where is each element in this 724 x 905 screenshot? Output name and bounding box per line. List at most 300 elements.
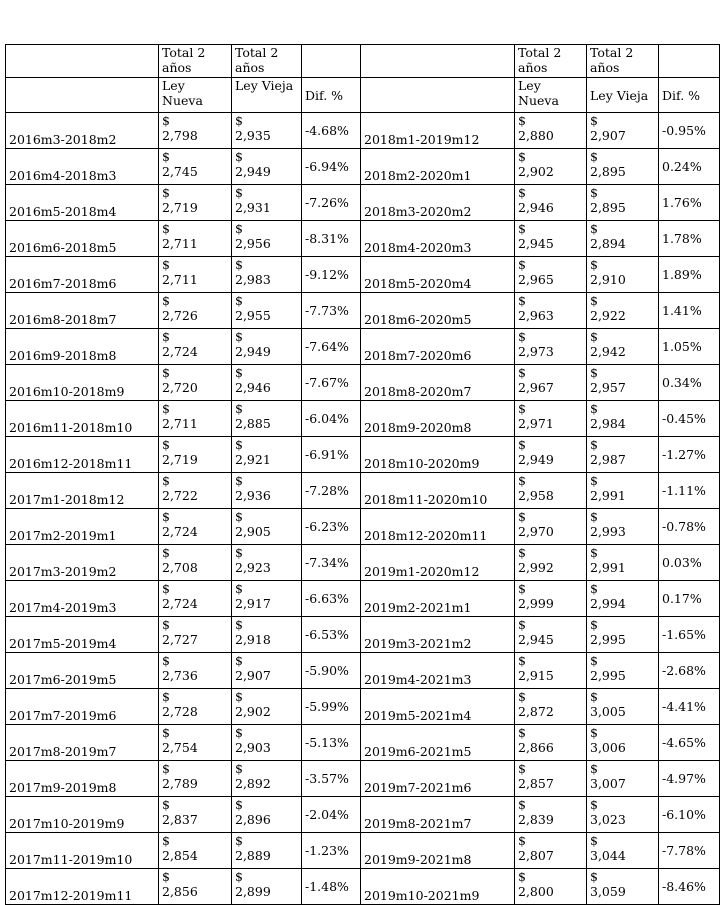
amount-value: 2,945 [518,632,554,647]
currency-symbol: $ [162,149,170,164]
amount-cell [232,221,302,257]
amount-value: 2,949 [518,452,554,467]
difference-cell: -8.46% [659,869,720,905]
amount-value: 2,917 [235,596,271,611]
difference-cell: 1.05% [659,329,720,365]
amount-cell [515,401,587,437]
currency-symbol: $ [162,653,170,668]
header-cell [659,45,720,78]
currency-symbol: $ [235,725,243,740]
amount-value: 2,736 [162,668,198,683]
difference-cell: -1.27% [659,437,720,473]
currency-symbol: $ [162,581,170,596]
amount-value: 2,905 [235,524,271,539]
period-cell: 2017m5-2019m4 [6,617,159,653]
amount-cell [232,689,302,725]
period-cell: 2019m1-2020m12 [361,545,515,581]
amount-value: 2,958 [518,488,554,503]
difference-cell: -4.65% [659,725,720,761]
currency-symbol: $ [590,689,598,704]
amount-cell [587,437,659,473]
difference-cell: -0.78% [659,509,720,545]
amount-value: 3,006 [590,740,626,755]
amount-cell [587,545,659,581]
difference-cell: 1.78% [659,221,720,257]
amount-cell [587,761,659,797]
period-cell: 2019m6-2021m5 [361,725,515,761]
amount-value: 2,921 [235,452,271,467]
currency-symbol: $ [235,509,243,524]
currency-symbol: $ [162,545,170,560]
amount-value: 2,994 [590,596,626,611]
currency-symbol: $ [518,401,526,416]
amount-value: 2,993 [590,524,626,539]
currency-symbol: $ [162,509,170,524]
currency-symbol: $ [590,257,598,272]
amount-cell [587,473,659,509]
amount-cell [587,797,659,833]
difference-cell: 0.34% [659,365,720,401]
amount-value: 2,957 [590,380,626,395]
amount-cell [515,653,587,689]
currency-symbol: $ [590,185,598,200]
amount-cell [515,869,587,905]
currency-symbol: $ [518,437,526,452]
table-row [6,437,720,473]
header-row-law [6,78,720,113]
amount-value: 2,711 [162,236,198,251]
amount-cell [587,725,659,761]
difference-cell: -4.97% [659,761,720,797]
table-row [6,365,720,401]
difference-cell: -7.26% [302,185,361,221]
period-cell: 2016m6-2018m5 [6,221,159,257]
currency-symbol: $ [518,617,526,632]
amount-cell [232,293,302,329]
difference-cell: -1.65% [659,617,720,653]
amount-cell [159,581,232,617]
difference-cell: -2.04% [302,797,361,833]
difference-cell: 1.41% [659,293,720,329]
currency-symbol: $ [162,221,170,236]
currency-symbol: $ [235,473,243,488]
period-cell: 2018m5-2020m4 [361,257,515,293]
difference-cell: -0.95% [659,113,720,149]
amount-value: 2,987 [590,452,626,467]
amount-cell [159,473,232,509]
amount-cell [587,257,659,293]
amount-value: 2,931 [235,200,271,215]
period-cell: 2017m11-2019m10 [6,833,159,869]
table-row [6,725,720,761]
amount-cell [515,617,587,653]
currency-symbol: $ [590,365,598,380]
currency-symbol: $ [162,869,170,884]
table-row [6,185,720,221]
period-cell: 2019m7-2021m6 [361,761,515,797]
amount-cell [159,293,232,329]
currency-symbol: $ [518,473,526,488]
header-row-total [6,45,720,78]
difference-cell: -6.91% [302,437,361,473]
currency-symbol: $ [590,761,598,776]
amount-cell [515,185,587,221]
period-cell: 2016m4-2018m3 [6,149,159,185]
amount-value: 2,923 [235,560,271,575]
amount-cell [587,653,659,689]
comparison-table [5,44,720,905]
currency-symbol: $ [162,293,170,308]
amount-value: 2,945 [518,236,554,251]
amount-value: 2,970 [518,524,554,539]
difference-cell: -5.13% [302,725,361,761]
amount-value: 2,999 [518,596,554,611]
currency-symbol: $ [235,653,243,668]
table-row [6,509,720,545]
amount-cell [587,617,659,653]
amount-cell [515,473,587,509]
header-cell [361,45,515,78]
currency-symbol: $ [235,185,243,200]
amount-value: 2,910 [590,272,626,287]
difference-cell: -6.04% [302,401,361,437]
amount-value: 2,899 [235,884,271,899]
amount-value: 2,719 [162,200,198,215]
table-row [6,581,720,617]
period-cell: 2018m3-2020m2 [361,185,515,221]
difference-cell: -7.67% [302,365,361,401]
amount-value: 2,895 [590,164,626,179]
difference-cell: -7.73% [302,293,361,329]
currency-symbol: $ [590,437,598,452]
table-row [6,293,720,329]
amount-cell [159,185,232,221]
period-cell: 2016m10-2018m9 [6,365,159,401]
difference-cell: -1.48% [302,869,361,905]
currency-symbol: $ [518,689,526,704]
header-cell: Dif. % [659,78,720,113]
period-cell: 2017m1-2018m12 [6,473,159,509]
amount-value: 2,935 [235,128,271,143]
amount-value: 2,892 [235,776,271,791]
amount-value: 2,971 [518,416,554,431]
amount-value: 2,856 [162,884,198,899]
amount-value: 2,807 [518,848,554,863]
amount-value: 2,857 [518,776,554,791]
header-cell: Total 2 años [515,45,587,78]
period-cell: 2019m4-2021m3 [361,653,515,689]
amount-value: 2,995 [590,668,626,683]
currency-symbol: $ [162,833,170,848]
amount-value: 2,955 [235,308,271,323]
currency-symbol: $ [518,185,526,200]
currency-symbol: $ [235,149,243,164]
amount-value: 2,963 [518,308,554,323]
amount-cell [587,293,659,329]
currency-symbol: $ [590,725,598,740]
difference-cell: -8.31% [302,221,361,257]
currency-symbol: $ [162,689,170,704]
amount-value: 2,722 [162,488,198,503]
amount-cell [232,581,302,617]
amount-value: 3,023 [590,812,626,827]
difference-cell: -6.10% [659,797,720,833]
table-row [6,401,720,437]
amount-cell [232,725,302,761]
table-row [6,113,720,149]
amount-value: 2,872 [518,704,554,719]
currency-symbol: $ [235,329,243,344]
difference-cell: -6.63% [302,581,361,617]
currency-symbol: $ [235,257,243,272]
amount-value: 2,965 [518,272,554,287]
amount-cell [159,437,232,473]
amount-value: 2,754 [162,740,198,755]
currency-symbol: $ [235,221,243,236]
period-cell: 2017m3-2019m2 [6,545,159,581]
amount-cell [159,869,232,905]
amount-cell [587,185,659,221]
period-cell: 2016m5-2018m4 [6,185,159,221]
amount-cell [232,761,302,797]
amount-cell [159,833,232,869]
amount-cell [159,221,232,257]
amount-value: 3,007 [590,776,626,791]
currency-symbol: $ [590,797,598,812]
amount-value: 2,984 [590,416,626,431]
header-cell: Ley Vieja [587,78,659,113]
amount-cell [515,293,587,329]
amount-cell [587,113,659,149]
amount-cell [232,257,302,293]
currency-symbol: $ [518,365,526,380]
amount-value: 2,726 [162,308,198,323]
amount-value: 2,724 [162,344,198,359]
amount-cell [587,869,659,905]
difference-cell: -3.57% [302,761,361,797]
period-cell: 2018m10-2020m9 [361,437,515,473]
amount-value: 3,059 [590,884,626,899]
currency-symbol: $ [518,797,526,812]
header-cell [6,78,159,113]
amount-cell [232,401,302,437]
amount-cell [159,761,232,797]
table-row [6,473,720,509]
currency-symbol: $ [518,257,526,272]
amount-cell [515,149,587,185]
amount-value: 2,839 [518,812,554,827]
period-cell: 2018m8-2020m7 [361,365,515,401]
currency-symbol: $ [518,509,526,524]
period-cell: 2017m10-2019m9 [6,797,159,833]
currency-symbol: $ [518,149,526,164]
amount-cell [515,509,587,545]
amount-value: 2,907 [590,128,626,143]
amount-cell [159,545,232,581]
currency-symbol: $ [590,581,598,596]
amount-cell [159,401,232,437]
difference-cell: -7.64% [302,329,361,365]
header-cell [302,45,361,78]
header-cell: Ley Nueva [515,78,587,113]
currency-symbol: $ [162,761,170,776]
amount-value: 2,724 [162,596,198,611]
currency-symbol: $ [518,581,526,596]
amount-value: 2,724 [162,524,198,539]
period-cell: 2017m9-2019m8 [6,761,159,797]
amount-value: 2,973 [518,344,554,359]
amount-cell [515,221,587,257]
period-cell: 2018m12-2020m11 [361,509,515,545]
currency-symbol: $ [590,509,598,524]
difference-cell: -7.28% [302,473,361,509]
amount-cell [587,833,659,869]
period-cell: 2019m8-2021m7 [361,797,515,833]
currency-symbol: $ [162,365,170,380]
difference-cell: 0.17% [659,581,720,617]
currency-symbol: $ [162,473,170,488]
amount-value: 2,903 [235,740,271,755]
currency-symbol: $ [162,257,170,272]
currency-symbol: $ [590,221,598,236]
period-cell: 2018m1-2019m12 [361,113,515,149]
currency-symbol: $ [590,653,598,668]
table-row [6,257,720,293]
difference-cell: -1.11% [659,473,720,509]
currency-symbol: $ [518,113,526,128]
period-cell: 2018m4-2020m3 [361,221,515,257]
header-cell: Total 2 años [159,45,232,78]
amount-cell [159,725,232,761]
table-row [6,833,720,869]
currency-symbol: $ [162,113,170,128]
amount-value: 2,711 [162,272,198,287]
period-cell: 2016m3-2018m2 [6,113,159,149]
amount-value: 2,894 [590,236,626,251]
amount-cell [232,185,302,221]
amount-value: 2,949 [235,164,271,179]
amount-cell [515,761,587,797]
amount-value: 2,995 [590,632,626,647]
currency-symbol: $ [590,869,598,884]
period-cell: 2016m11-2018m10 [6,401,159,437]
amount-cell [515,113,587,149]
currency-symbol: $ [235,869,243,884]
amount-cell [232,833,302,869]
amount-value: 2,745 [162,164,198,179]
currency-symbol: $ [235,437,243,452]
amount-cell [232,473,302,509]
header-cell [361,78,515,113]
table-row [6,329,720,365]
currency-symbol: $ [235,113,243,128]
difference-cell: -9.12% [302,257,361,293]
currency-symbol: $ [162,185,170,200]
difference-cell: -7.34% [302,545,361,581]
amount-cell [232,149,302,185]
difference-cell: -1.23% [302,833,361,869]
amount-cell [159,113,232,149]
difference-cell: -5.99% [302,689,361,725]
currency-symbol: $ [235,617,243,632]
period-cell: 2016m9-2018m8 [6,329,159,365]
amount-value: 2,967 [518,380,554,395]
amount-value: 2,854 [162,848,198,863]
amount-cell [515,329,587,365]
amount-cell [232,329,302,365]
amount-cell [159,329,232,365]
amount-value: 2,727 [162,632,198,647]
currency-symbol: $ [235,761,243,776]
amount-cell [515,689,587,725]
currency-symbol: $ [590,545,598,560]
amount-cell [587,365,659,401]
amount-value: 2,983 [235,272,271,287]
amount-cell [587,221,659,257]
period-cell: 2019m2-2021m1 [361,581,515,617]
amount-value: 2,800 [518,884,554,899]
currency-symbol: $ [235,401,243,416]
amount-value: 2,719 [162,452,198,467]
currency-symbol: $ [590,833,598,848]
currency-symbol: $ [590,113,598,128]
amount-value: 2,922 [590,308,626,323]
header-cell: Ley Vieja [232,78,302,113]
amount-value: 2,889 [235,848,271,863]
difference-cell: 1.89% [659,257,720,293]
currency-symbol: $ [162,617,170,632]
currency-symbol: $ [590,329,598,344]
amount-value: 2,902 [518,164,554,179]
currency-symbol: $ [590,401,598,416]
period-cell: 2017m6-2019m5 [6,653,159,689]
period-cell: 2016m12-2018m11 [6,437,159,473]
amount-cell [159,797,232,833]
amount-cell [232,437,302,473]
amount-cell [159,653,232,689]
currency-symbol: $ [590,473,598,488]
difference-cell: -6.23% [302,509,361,545]
period-cell: 2018m6-2020m5 [361,293,515,329]
amount-cell [232,545,302,581]
amount-value: 3,005 [590,704,626,719]
amount-value: 2,902 [235,704,271,719]
difference-cell: -7.78% [659,833,720,869]
amount-value: 2,798 [162,128,198,143]
amount-value: 2,720 [162,380,198,395]
amount-value: 2,942 [590,344,626,359]
header-cell: Total 2 años [232,45,302,78]
amount-cell [159,149,232,185]
amount-cell [515,725,587,761]
period-cell: 2019m10-2021m9 [361,869,515,905]
amount-cell [515,545,587,581]
amount-value: 2,895 [590,200,626,215]
period-cell: 2017m12-2019m11 [6,869,159,905]
currency-symbol: $ [235,581,243,596]
difference-cell: -2.68% [659,653,720,689]
period-cell: 2016m8-2018m7 [6,293,159,329]
amount-cell [515,797,587,833]
amount-cell [587,401,659,437]
table-row [6,545,720,581]
currency-symbol: $ [590,617,598,632]
period-cell: 2019m5-2021m4 [361,689,515,725]
amount-cell [159,257,232,293]
period-cell: 2017m8-2019m7 [6,725,159,761]
period-cell: 2019m9-2021m8 [361,833,515,869]
amount-value: 3,044 [590,848,626,863]
